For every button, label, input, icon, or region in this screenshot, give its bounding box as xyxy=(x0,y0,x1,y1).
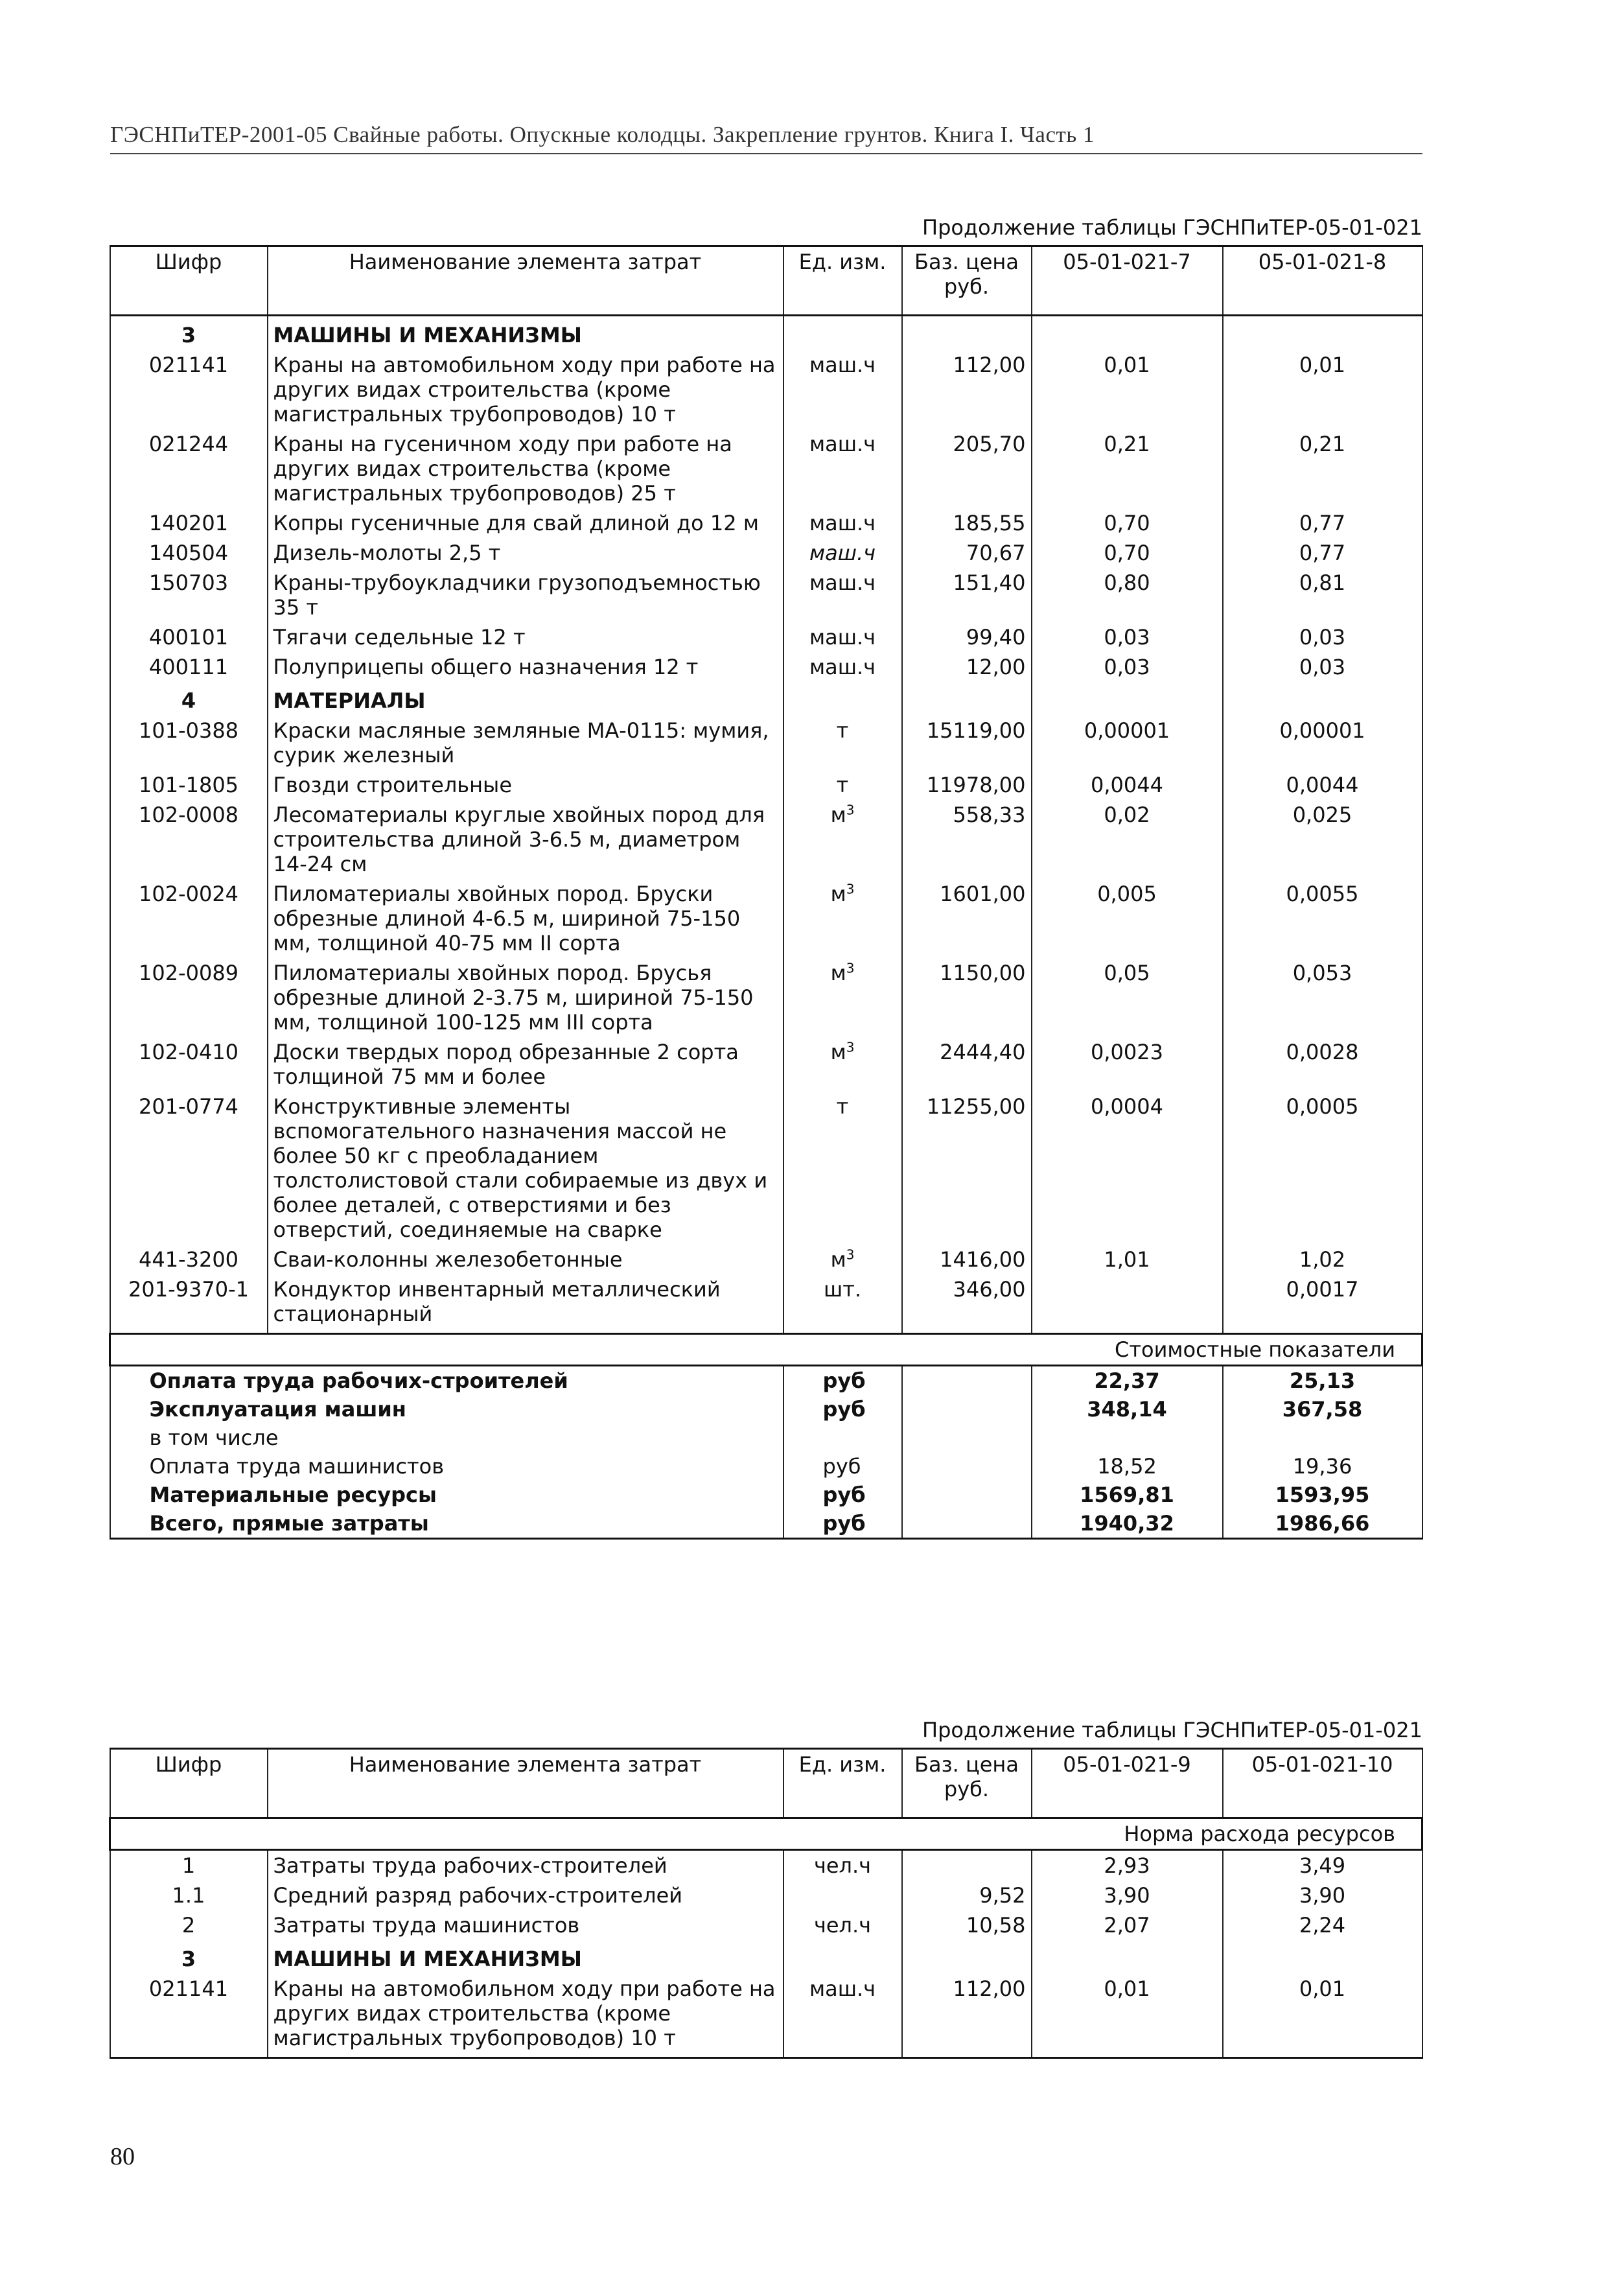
resource-code: 201-0774 xyxy=(110,1092,268,1245)
base-price: 205,70 xyxy=(902,429,1032,508)
summary-row xyxy=(110,1452,1422,1481)
table-row xyxy=(110,1881,1422,1910)
col-header-value-1: 05-01-021-9 xyxy=(1032,1749,1223,1818)
summary-value-1: 18,52 xyxy=(1032,1452,1223,1481)
section-row xyxy=(110,682,1422,716)
section-title: МАШИНЫ И МЕХАНИЗМЫ xyxy=(268,316,783,351)
resource-code: 021141 xyxy=(110,1974,268,2058)
resource-unit: т xyxy=(783,1092,902,1245)
page-number: 80 xyxy=(110,2143,135,2170)
resource-unit: маш.ч xyxy=(783,350,902,429)
col-header-value-1: 05-01-021-7 xyxy=(1032,246,1223,316)
base-price: 112,00 xyxy=(902,1974,1032,2058)
empty-cell xyxy=(1223,316,1422,351)
resource-unit: т xyxy=(783,770,902,800)
norm-value-1: 0,80 xyxy=(1032,568,1223,622)
resource-unit: т xyxy=(783,716,902,770)
empty-cell xyxy=(110,1334,1032,1366)
table-row xyxy=(110,538,1422,568)
base-price: 185,55 xyxy=(902,508,1032,538)
resource-name: Краны-трубоукладчики грузоподъемностью 35 т xyxy=(268,568,783,622)
resource-unit: $м^3$ xyxy=(783,1037,902,1092)
summary-unit: руб xyxy=(783,1395,902,1424)
resource-unit: маш.ч xyxy=(783,652,902,682)
table-row xyxy=(110,1974,1422,2058)
summary-value-1: 1569,81 xyxy=(1032,1481,1223,1509)
norm-value-2: 0,0005 xyxy=(1223,1092,1422,1245)
resource-name: Копры гусеничные для свай длиной до 12 м xyxy=(268,508,783,538)
norm-band xyxy=(110,1818,1422,1850)
table2-header-row xyxy=(110,1749,1422,1818)
section-title: МАШИНЫ И МЕХАНИЗМЫ xyxy=(268,1940,783,1974)
empty-cell xyxy=(1032,1940,1223,1974)
resource-code: 101-1805 xyxy=(110,770,268,800)
base-price: 11978,00 xyxy=(902,770,1032,800)
base-price: 2444,40 xyxy=(902,1037,1032,1092)
resource-name: Пиломатериалы хвойных пород. Брусья обрезные длиной 2-3.75 м, шириной 75-150 мм, толщиной 100-125 мм III сорта xyxy=(268,958,783,1037)
table1-header-row xyxy=(110,246,1422,316)
summary-value-1: 22,37 xyxy=(1032,1366,1223,1396)
col-header-value-2: 05-01-021-10 xyxy=(1223,1749,1422,1818)
empty-cell xyxy=(902,1481,1032,1509)
summary-value-2 xyxy=(1223,1424,1422,1452)
summary-label: Материальные ресурсы xyxy=(110,1481,783,1509)
resource-unit: чел.ч xyxy=(783,1850,902,1881)
norm-value-2: 0,00001 xyxy=(1223,716,1422,770)
summary-unit: руб xyxy=(783,1366,902,1396)
base-price: 1150,00 xyxy=(902,958,1032,1037)
section-row xyxy=(110,316,1422,351)
base-price: 112,00 xyxy=(902,350,1032,429)
resource-code: 201-9370-1 xyxy=(110,1274,268,1334)
summary-value-2: 1986,66 xyxy=(1223,1509,1422,1539)
base-price: 70,67 xyxy=(902,538,1032,568)
resource-code: 2 xyxy=(110,1910,268,1940)
norm-value-2: 0,01 xyxy=(1223,350,1422,429)
norm-value-1: 0,0004 xyxy=(1032,1092,1223,1245)
norm-label: Норма расхода ресурсов xyxy=(1032,1818,1422,1850)
resource-name: Полуприцепы общего назначения 12 т xyxy=(268,652,783,682)
summary-value-2: 367,58 xyxy=(1223,1395,1422,1424)
resource-code: 102-0089 xyxy=(110,958,268,1037)
resource-unit: маш.ч xyxy=(783,622,902,652)
section-number: 3 xyxy=(110,1940,268,1974)
summary-value-1: 348,14 xyxy=(1032,1395,1223,1424)
table-row xyxy=(110,1037,1422,1092)
norm-value-1: 0,03 xyxy=(1032,652,1223,682)
resource-unit: шт. xyxy=(783,1274,902,1334)
resource-unit: чел.ч xyxy=(783,1910,902,1940)
superscript-3: 3 xyxy=(846,1039,855,1055)
empty-cell xyxy=(783,682,902,716)
base-price: 1416,00 xyxy=(902,1245,1032,1274)
resource-code: 1.1 xyxy=(110,1881,268,1910)
resource-name: Пиломатериалы хвойных пород. Бруски обрезные длиной 4-6.5 м, шириной 75-150 мм, толщиной 40-75 мм II сорта xyxy=(268,879,783,958)
norm-value-1: 2,07 xyxy=(1032,1910,1223,1940)
table-row xyxy=(110,652,1422,682)
resource-name: Доски твердых пород обрезанные 2 сорта толщиной 75 мм и более xyxy=(268,1037,783,1092)
summary-row xyxy=(110,1395,1422,1424)
norm-value-2: 0,01 xyxy=(1223,1974,1422,2058)
resource-unit: $м^3$ xyxy=(783,800,902,879)
table-row xyxy=(110,568,1422,622)
resource-unit: маш.ч xyxy=(783,508,902,538)
norm-value-2: 0,21 xyxy=(1223,429,1422,508)
resource-name: Затраты труда рабочих-строителей xyxy=(268,1850,783,1881)
norm-value-2: 0,025 xyxy=(1223,800,1422,879)
table-row xyxy=(110,958,1422,1037)
col-header-code: Шифр xyxy=(110,1749,268,1818)
summary-value-1 xyxy=(1032,1424,1223,1452)
summary-unit: руб xyxy=(783,1452,902,1481)
empty-cell xyxy=(1032,316,1223,351)
norm-value-2: 0,81 xyxy=(1223,568,1422,622)
resource-name: Краны на автомобильном ходу при работе на других видах строительства (кроме магистральных трубопроводов) 10 т xyxy=(268,350,783,429)
table-row xyxy=(110,429,1422,508)
norm-value-2: 3,90 xyxy=(1223,1881,1422,1910)
col-header-unit: Ед. изм. xyxy=(783,246,902,316)
resource-name: Гвозди строительные xyxy=(268,770,783,800)
summary-value-2: 25,13 xyxy=(1223,1366,1422,1396)
resource-name: Кондуктор инвентарный металлический стационарный xyxy=(268,1274,783,1334)
summary-unit: руб xyxy=(783,1481,902,1509)
table-row xyxy=(110,770,1422,800)
resource-code: 102-0410 xyxy=(110,1037,268,1092)
resource-name: Затраты труда машинистов xyxy=(268,1910,783,1940)
superscript-3: 3 xyxy=(846,881,855,897)
norm-value-2: 1,02 xyxy=(1223,1245,1422,1274)
col-header-price: Баз. цена руб. xyxy=(902,246,1032,316)
norm-value-1: 0,00001 xyxy=(1032,716,1223,770)
resource-unit: маш.ч xyxy=(783,1974,902,2058)
norm-value-2: 0,0017 xyxy=(1223,1274,1422,1334)
resource-unit: маш.ч xyxy=(783,429,902,508)
resource-name: Краски масляные земляные МА-0115: мумия, сурик железный xyxy=(268,716,783,770)
resource-unit: $м^3$ xyxy=(783,1245,902,1274)
summary-label: Эксплуатация машин xyxy=(110,1395,783,1424)
norm-value-2: 0,0028 xyxy=(1223,1037,1422,1092)
empty-cell xyxy=(1223,1940,1422,1974)
empty-cell xyxy=(902,1395,1032,1424)
empty-cell xyxy=(783,1940,902,1974)
table2 xyxy=(109,1748,1423,2059)
section-number: 4 xyxy=(110,682,268,716)
resource-code: 400111 xyxy=(110,652,268,682)
norm-value-2: 3,49 xyxy=(1223,1850,1422,1881)
resource-unit: маш.ч xyxy=(783,568,902,622)
norm-value-1: 0,02 xyxy=(1032,800,1223,879)
resource-name: Сваи-колонны железобетонные xyxy=(268,1245,783,1274)
base-price: 10,58 xyxy=(902,1910,1032,1940)
norm-value-1: 0,05 xyxy=(1032,958,1223,1037)
cost-indicators-band xyxy=(110,1334,1422,1366)
norm-value-1: 0,03 xyxy=(1032,622,1223,652)
summary-row xyxy=(110,1481,1422,1509)
resource-code: 021244 xyxy=(110,429,268,508)
resource-unit xyxy=(783,1881,902,1910)
resource-code: 150703 xyxy=(110,568,268,622)
summary-label: Оплата труда машинистов xyxy=(110,1452,783,1481)
superscript-3: 3 xyxy=(846,960,855,976)
resource-name: Средний разряд рабочих-строителей xyxy=(268,1881,783,1910)
resource-name: Тягачи седельные 12 т xyxy=(268,622,783,652)
col-header-code: Шифр xyxy=(110,246,268,316)
summary-value-2: 1593,95 xyxy=(1223,1481,1422,1509)
norm-value-2: 2,24 xyxy=(1223,1910,1422,1940)
resource-code: 140201 xyxy=(110,508,268,538)
resource-name: Краны на гусеничном ходу при работе на других видах строительства (кроме магистральных трубопроводов) 25 т xyxy=(268,429,783,508)
norm-value-2: 0,053 xyxy=(1223,958,1422,1037)
superscript-3: 3 xyxy=(846,802,855,818)
superscript-3: 3 xyxy=(846,1247,855,1263)
table-row xyxy=(110,350,1422,429)
col-header-value-2: 05-01-021-8 xyxy=(1223,246,1422,316)
base-price: 12,00 xyxy=(902,652,1032,682)
resource-name: Лесоматериалы круглые хвойных пород для строительства длиной 3-6.5 м, диаметром 14-24 см xyxy=(268,800,783,879)
norm-value-1: 0,005 xyxy=(1032,879,1223,958)
summary-label: Всего, прямые затраты xyxy=(110,1509,783,1539)
empty-cell xyxy=(1223,682,1422,716)
norm-value-2: 0,0055 xyxy=(1223,879,1422,958)
table-row xyxy=(110,1245,1422,1274)
base-price: 346,00 xyxy=(902,1274,1032,1334)
norm-value-2: 0,03 xyxy=(1223,622,1422,652)
section-number: 3 xyxy=(110,316,268,351)
resource-unit: $м^3$ xyxy=(783,958,902,1037)
table1-caption: Продолжение таблицы ГЭСНПиТЕР-05-01-021 xyxy=(922,215,1422,240)
empty-cell xyxy=(902,682,1032,716)
norm-value-2: 0,03 xyxy=(1223,652,1422,682)
norm-value-1: 0,70 xyxy=(1032,538,1223,568)
resource-code: 1 xyxy=(110,1850,268,1881)
base-price: 1601,00 xyxy=(902,879,1032,958)
norm-value-2: 0,0044 xyxy=(1223,770,1422,800)
resource-unit: маш.ч xyxy=(783,538,902,568)
base-price: 15119,00 xyxy=(902,716,1032,770)
norm-value-1: 0,01 xyxy=(1032,1974,1223,2058)
col-header-name: Наименование элемента затрат xyxy=(268,1749,783,1818)
summary-value-1: 1940,32 xyxy=(1032,1509,1223,1539)
base-price: 99,40 xyxy=(902,622,1032,652)
resource-code: 441-3200 xyxy=(110,1245,268,1274)
norm-value-1: 2,93 xyxy=(1032,1850,1223,1881)
base-price xyxy=(902,1850,1032,1881)
norm-value-2: 0,77 xyxy=(1223,508,1422,538)
empty-cell xyxy=(902,1940,1032,1974)
section-title: МАТЕРИАЛЫ xyxy=(268,682,783,716)
table-row xyxy=(110,1274,1422,1334)
table-row xyxy=(110,1092,1422,1245)
table-row xyxy=(110,1910,1422,1940)
table-row xyxy=(110,800,1422,879)
empty-cell xyxy=(902,1509,1032,1539)
resource-unit: $м^3$ xyxy=(783,879,902,958)
resource-name: Краны на автомобильном ходу при работе на других видах строительства (кроме магистральных трубопроводов) 10 т xyxy=(268,1974,783,2058)
resource-code: 102-0008 xyxy=(110,800,268,879)
col-header-name: Наименование элемента затрат xyxy=(268,246,783,316)
empty-cell xyxy=(783,316,902,351)
table-row xyxy=(110,508,1422,538)
table2-caption: Продолжение таблицы ГЭСНПиТЕР-05-01-021 xyxy=(922,1718,1422,1742)
base-price: 9,52 xyxy=(902,1881,1032,1910)
col-header-unit: Ед. изм. xyxy=(783,1749,902,1818)
page-header: ГЭСНПиТЕР-2001-05 Свайные работы. Опускные колодцы. Закрепление грунтов. Книга I. Часть 1 xyxy=(110,122,1422,154)
table-row xyxy=(110,716,1422,770)
summary-unit xyxy=(783,1424,902,1452)
summary-row xyxy=(110,1509,1422,1539)
table-row xyxy=(110,1850,1422,1881)
empty-cell xyxy=(902,1452,1032,1481)
col-header-price: Баз. цена руб. xyxy=(902,1749,1032,1818)
norm-value-1 xyxy=(1032,1274,1223,1334)
resource-code: 102-0024 xyxy=(110,879,268,958)
table1 xyxy=(109,245,1423,1540)
norm-value-1: 3,90 xyxy=(1032,1881,1223,1910)
resource-code: 021141 xyxy=(110,350,268,429)
base-price: 11255,00 xyxy=(902,1092,1032,1245)
norm-value-1: 0,0044 xyxy=(1032,770,1223,800)
resource-code: 400101 xyxy=(110,622,268,652)
resource-name: Конструктивные элементы вспомогательного назначения массой не более 50 кг с преобладанием толстолистовой стали собираемые из двух и более деталей, с отверстиями и без отверстий, соединяемые на сварке xyxy=(268,1092,783,1245)
empty-cell xyxy=(902,316,1032,351)
resource-code: 101-0388 xyxy=(110,716,268,770)
empty-cell xyxy=(1032,682,1223,716)
norm-value-2: 0,77 xyxy=(1223,538,1422,568)
norm-value-1: 1,01 xyxy=(1032,1245,1223,1274)
summary-row xyxy=(110,1424,1422,1452)
base-price: 558,33 xyxy=(902,800,1032,879)
table-row xyxy=(110,879,1422,958)
cost-indicators-label: Стоимостные показатели xyxy=(1032,1334,1422,1366)
summary-unit: руб xyxy=(783,1509,902,1539)
base-price: 151,40 xyxy=(902,568,1032,622)
summary-label: в том числе xyxy=(110,1424,783,1452)
summary-row xyxy=(110,1366,1422,1396)
summary-label: Оплата труда рабочих-строителей xyxy=(110,1366,783,1396)
summary-value-2: 19,36 xyxy=(1223,1452,1422,1481)
table-row xyxy=(110,622,1422,652)
resource-code: 140504 xyxy=(110,538,268,568)
empty-cell xyxy=(902,1424,1032,1452)
section-row xyxy=(110,1940,1422,1974)
norm-value-1: 0,21 xyxy=(1032,429,1223,508)
empty-cell xyxy=(902,1366,1032,1396)
norm-value-1: 0,70 xyxy=(1032,508,1223,538)
norm-value-1: 0,01 xyxy=(1032,350,1223,429)
empty-cell xyxy=(110,1818,1032,1850)
resource-name: Дизель-молоты 2,5 т xyxy=(268,538,783,568)
norm-value-1: 0,0023 xyxy=(1032,1037,1223,1092)
